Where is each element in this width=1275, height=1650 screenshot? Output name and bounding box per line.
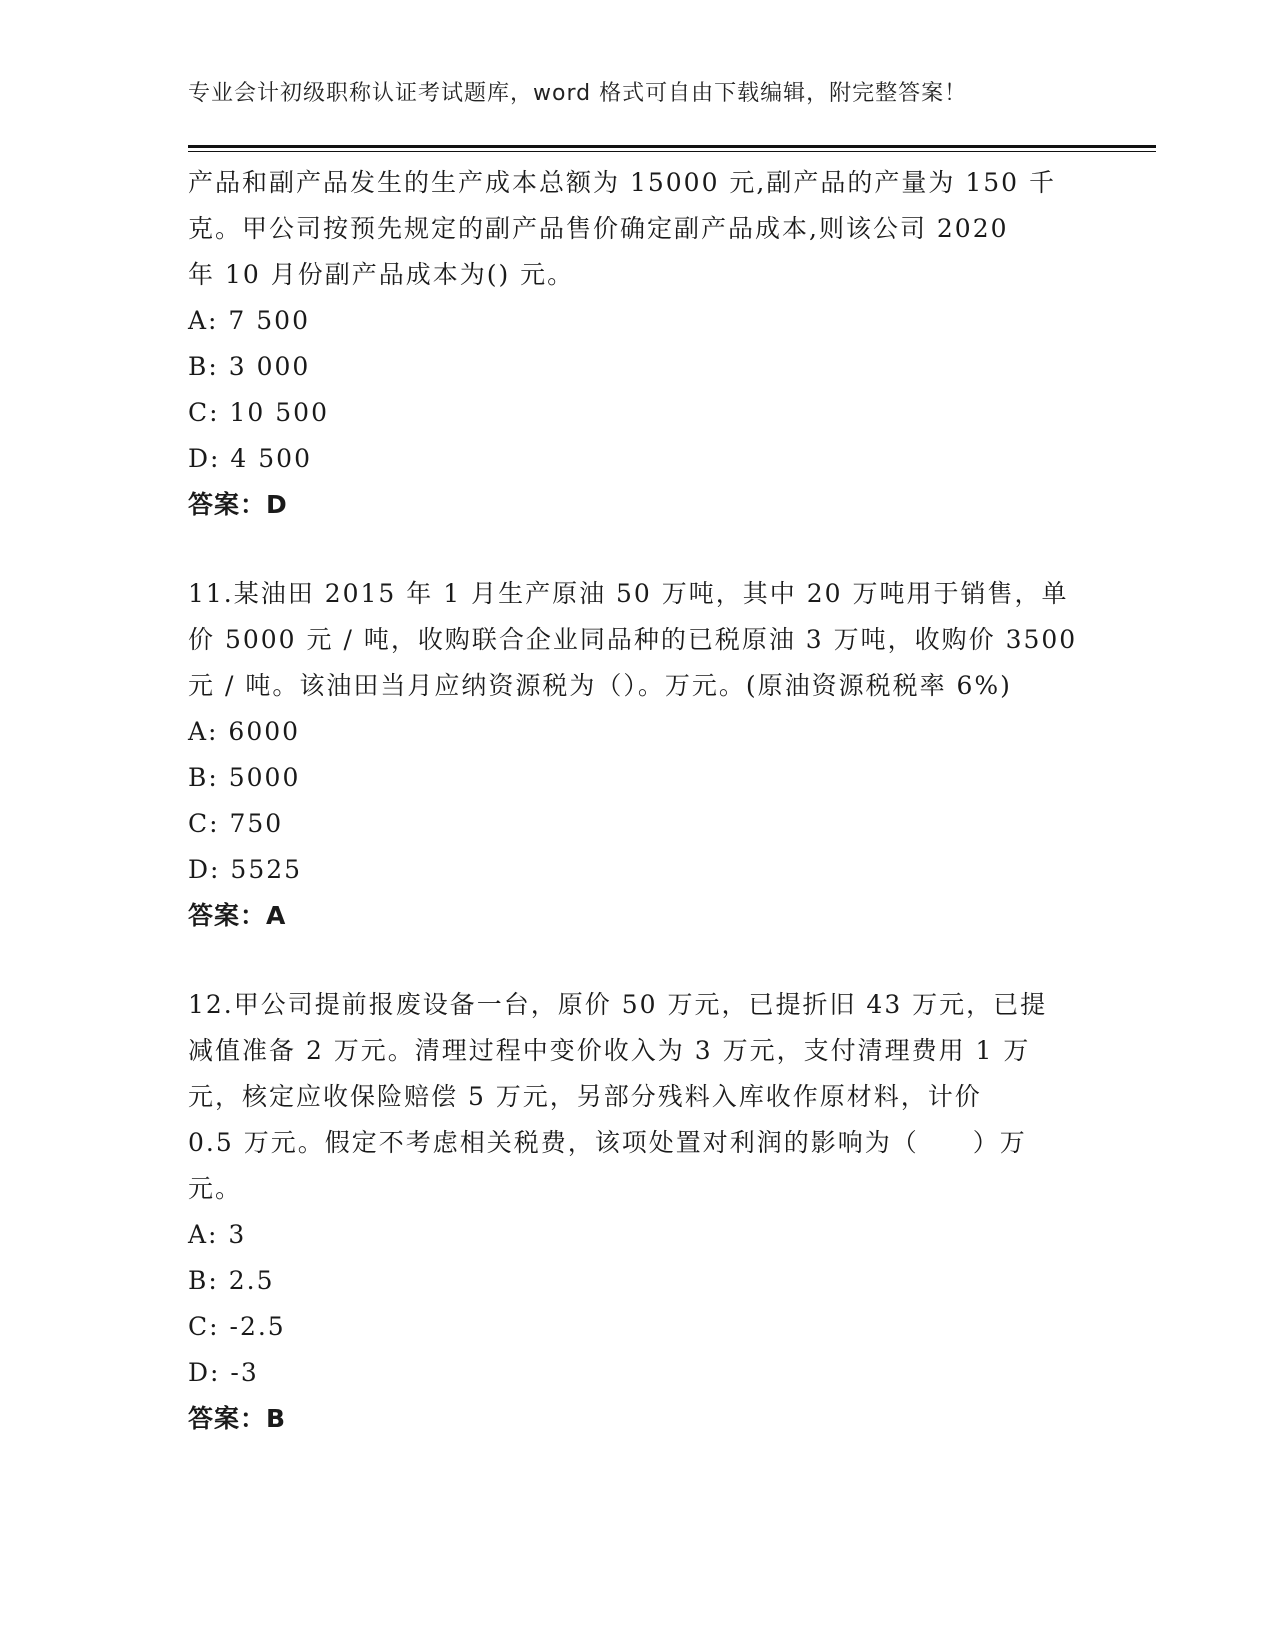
answer-line: 答案：A: [188, 901, 287, 930]
question-text-line: 12.甲公司提前报废设备一台，原价 50 万元，已提折旧 43 万元，已提: [188, 990, 1048, 1019]
option-a: A: 7 500: [188, 306, 310, 335]
option-b: B: 2.5: [188, 1266, 275, 1295]
option-c: C: -2.5: [188, 1312, 286, 1341]
question-text-line: 年 10 月份副产品成本为() 元。: [188, 260, 575, 289]
answer-line: 答案：B: [188, 1404, 287, 1433]
option-d: D: 5525: [188, 855, 303, 884]
question-text-line: 减值准备 2 万元。清理过程中变价收入为 3 万元，支付清理费用 1 万: [188, 1036, 1031, 1065]
option-d: D: 4 500: [188, 444, 312, 473]
question-text-line: 元 / 吨。该油田当月应纳资源税为（）。万元。(原油资源税税率 6%): [188, 671, 1012, 700]
option-a: A: 6000: [188, 717, 301, 746]
header-rule-thin: [188, 151, 1156, 152]
question-text-line: 11.某油田 2015 年 1 月生产原油 50 万吨，其中 20 万吨用于销售，单: [188, 579, 1069, 608]
question-text-line: 克。甲公司按预先规定的副产品售价确定副产品成本,则该公司 2020: [188, 214, 1009, 243]
option-c: C: 750: [188, 809, 284, 838]
option-d: D: -3: [188, 1358, 259, 1387]
question-list: [188, 160, 1088, 1442]
question-text-line: 0.5 万元。假定不考虑相关税费，该项处置对利润的影响为（ ）万: [188, 1128, 1027, 1157]
header-rule: [188, 145, 1156, 148]
question-text-line: 价 5000 元 / 吨，收购联合企业同品种的已税原油 3 万吨，收购价 3500: [188, 625, 1078, 654]
question-block: [188, 982, 1088, 1442]
option-c: C: 10 500: [188, 398, 329, 427]
question-block: [188, 160, 1088, 528]
question-text-line: 元。: [188, 1174, 243, 1203]
question-block: [188, 571, 1088, 939]
question-text-line: 产品和副产品发生的生产成本总额为 15000 元,副产品的产量为 150 千: [188, 168, 1056, 197]
question-text-line: 元，核定应收保险赔偿 5 万元，另部分残料入库收作原材料，计价: [188, 1082, 982, 1111]
page-header: 专业会计初级职称认证考试题库，word 格式可自由下载编辑，附完整答案！: [188, 81, 968, 106]
option-b: B: 3 000: [188, 352, 311, 381]
option-b: B: 5000: [188, 763, 301, 792]
answer-line: 答案：D: [188, 490, 288, 519]
option-a: A: 3: [188, 1220, 247, 1249]
